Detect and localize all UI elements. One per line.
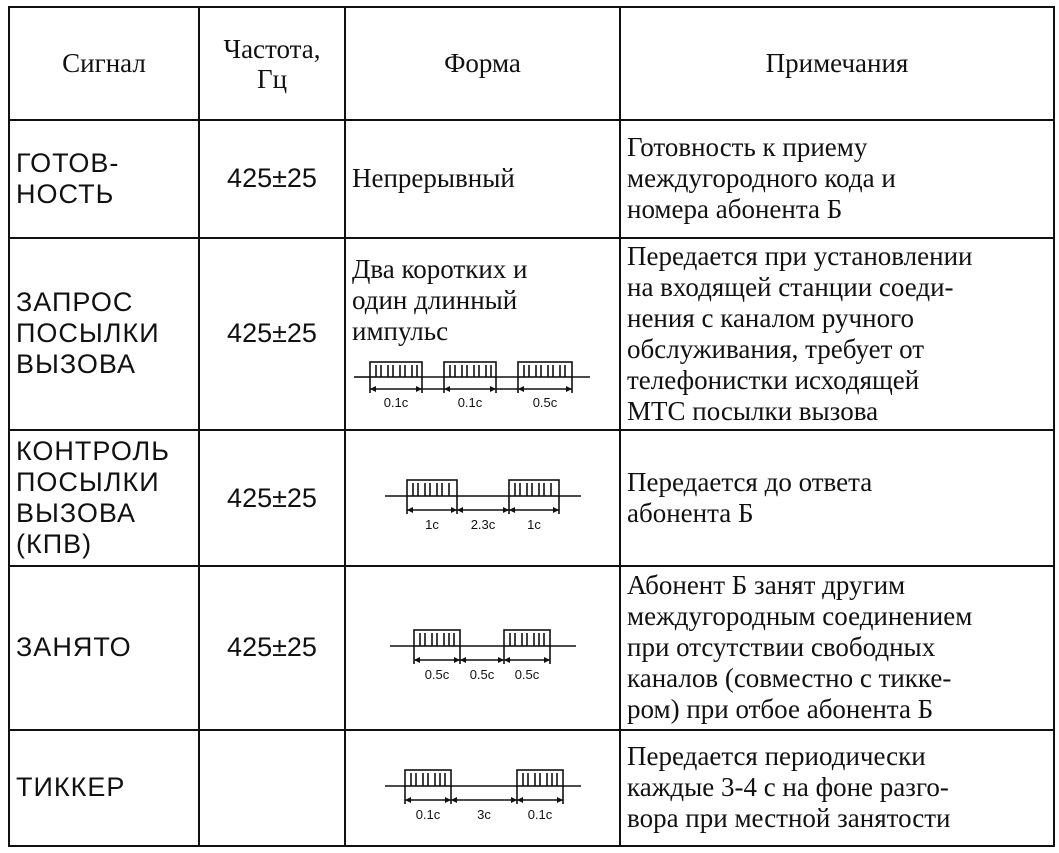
note-text: Готовность к приему междугородного кода и номера абонента Б [620,120,1054,237]
form-description: Непрерывный [345,120,620,237]
frequency-value: 425±25 [199,120,345,237]
waveform-diagram [383,462,583,534]
table-row [9,730,1054,846]
duration-label: 0.5с [424,666,449,682]
frequency-value [199,730,345,846]
duration-label: 0.1с [415,806,440,822]
frequency-value: 425±25 [199,238,345,430]
duration-label: 0.1с [457,395,483,411]
signals-table [8,6,1055,847]
frequency-value: 425±25 [199,430,345,566]
table-row [9,238,1054,430]
waveform-diagram [383,752,583,824]
note-text: Передается периодически каждые 3-4 с на фоне разго- вора при местной занятости [620,730,1054,846]
duration-label: 0.5с [469,666,494,682]
table-row [9,566,1054,729]
duration-label: 0.5с [514,666,539,682]
table-row [9,120,1054,237]
header-form: Форма [345,7,620,120]
header-signal: Сигнал [9,7,199,120]
duration-label: 3с [476,806,491,822]
waveform-diagram [388,612,578,684]
table-row [9,430,1054,566]
note-text: Передается при установлении на входящей станции соеди- нения с каналом ручного обслуживания, требует от телефонистки исходящей МТС посылки вызова [620,238,1054,430]
signal-name: ГОТОВ- НОСТЬ [9,120,199,237]
signal-name: ТИККЕР [9,730,199,846]
frequency-value: 425±25 [199,566,345,729]
signal-name: ЗАПРОС ПОСЫЛКИ ВЫЗОВА [9,238,199,430]
header-frequency: Частота, Гц [199,7,345,120]
duration-label: 0.1с [383,395,409,411]
duration-label: 0.1с [527,806,552,822]
duration-label: 2.3с [470,517,495,533]
duration-label: 1с [526,517,541,533]
header-notes: Примечания [620,7,1054,120]
waveform-diagram [352,347,592,413]
note-text: Абонент Б занят другим междугородным соединением при отсутствии свободных каналов (совместно с тикке- ром) при отбое абонента Б [620,566,1054,729]
note-text: Передается до ответа абонента Б [620,430,1054,566]
form-description: Два коротких и один длинный импульс [352,254,528,347]
duration-label: 0.5с [532,395,558,411]
duration-label: 1с [424,517,439,533]
signal-name: ЗАНЯТО [9,566,199,729]
signal-name: КОНТРОЛЬ ПОСЫЛКИ ВЫЗОВА (КПВ) [9,430,199,566]
header-row [9,7,1054,120]
